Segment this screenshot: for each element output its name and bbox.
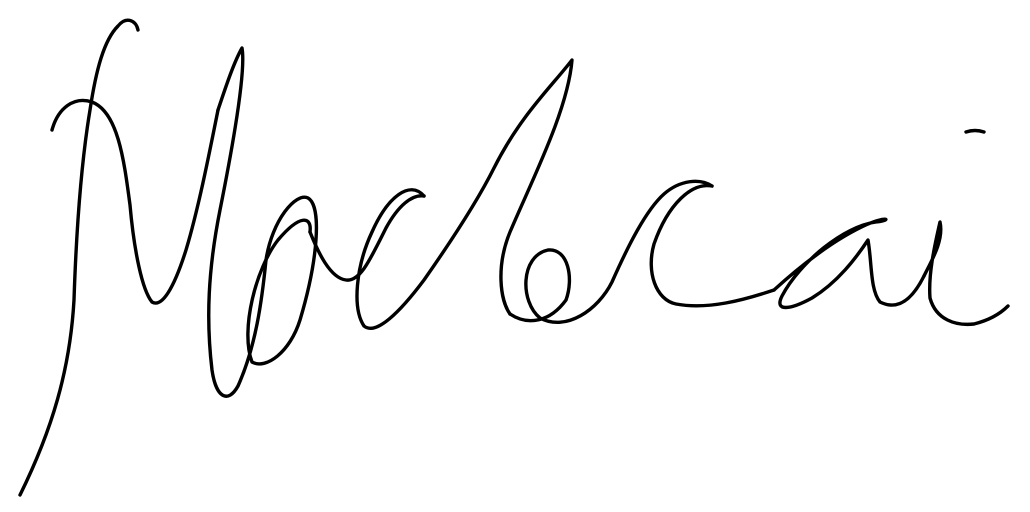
stroke-a xyxy=(774,219,924,307)
stroke-o xyxy=(248,197,317,364)
stroke-m-hump xyxy=(209,48,266,396)
stroke-i xyxy=(924,222,1008,324)
stroke-m-descender xyxy=(20,20,138,495)
stroke-i-dot xyxy=(966,131,984,133)
stroke-r xyxy=(310,196,424,280)
stroke-d xyxy=(357,60,572,328)
stroke-c xyxy=(651,186,774,306)
stroke-e xyxy=(510,181,712,322)
stroke-m-hook xyxy=(52,100,218,303)
